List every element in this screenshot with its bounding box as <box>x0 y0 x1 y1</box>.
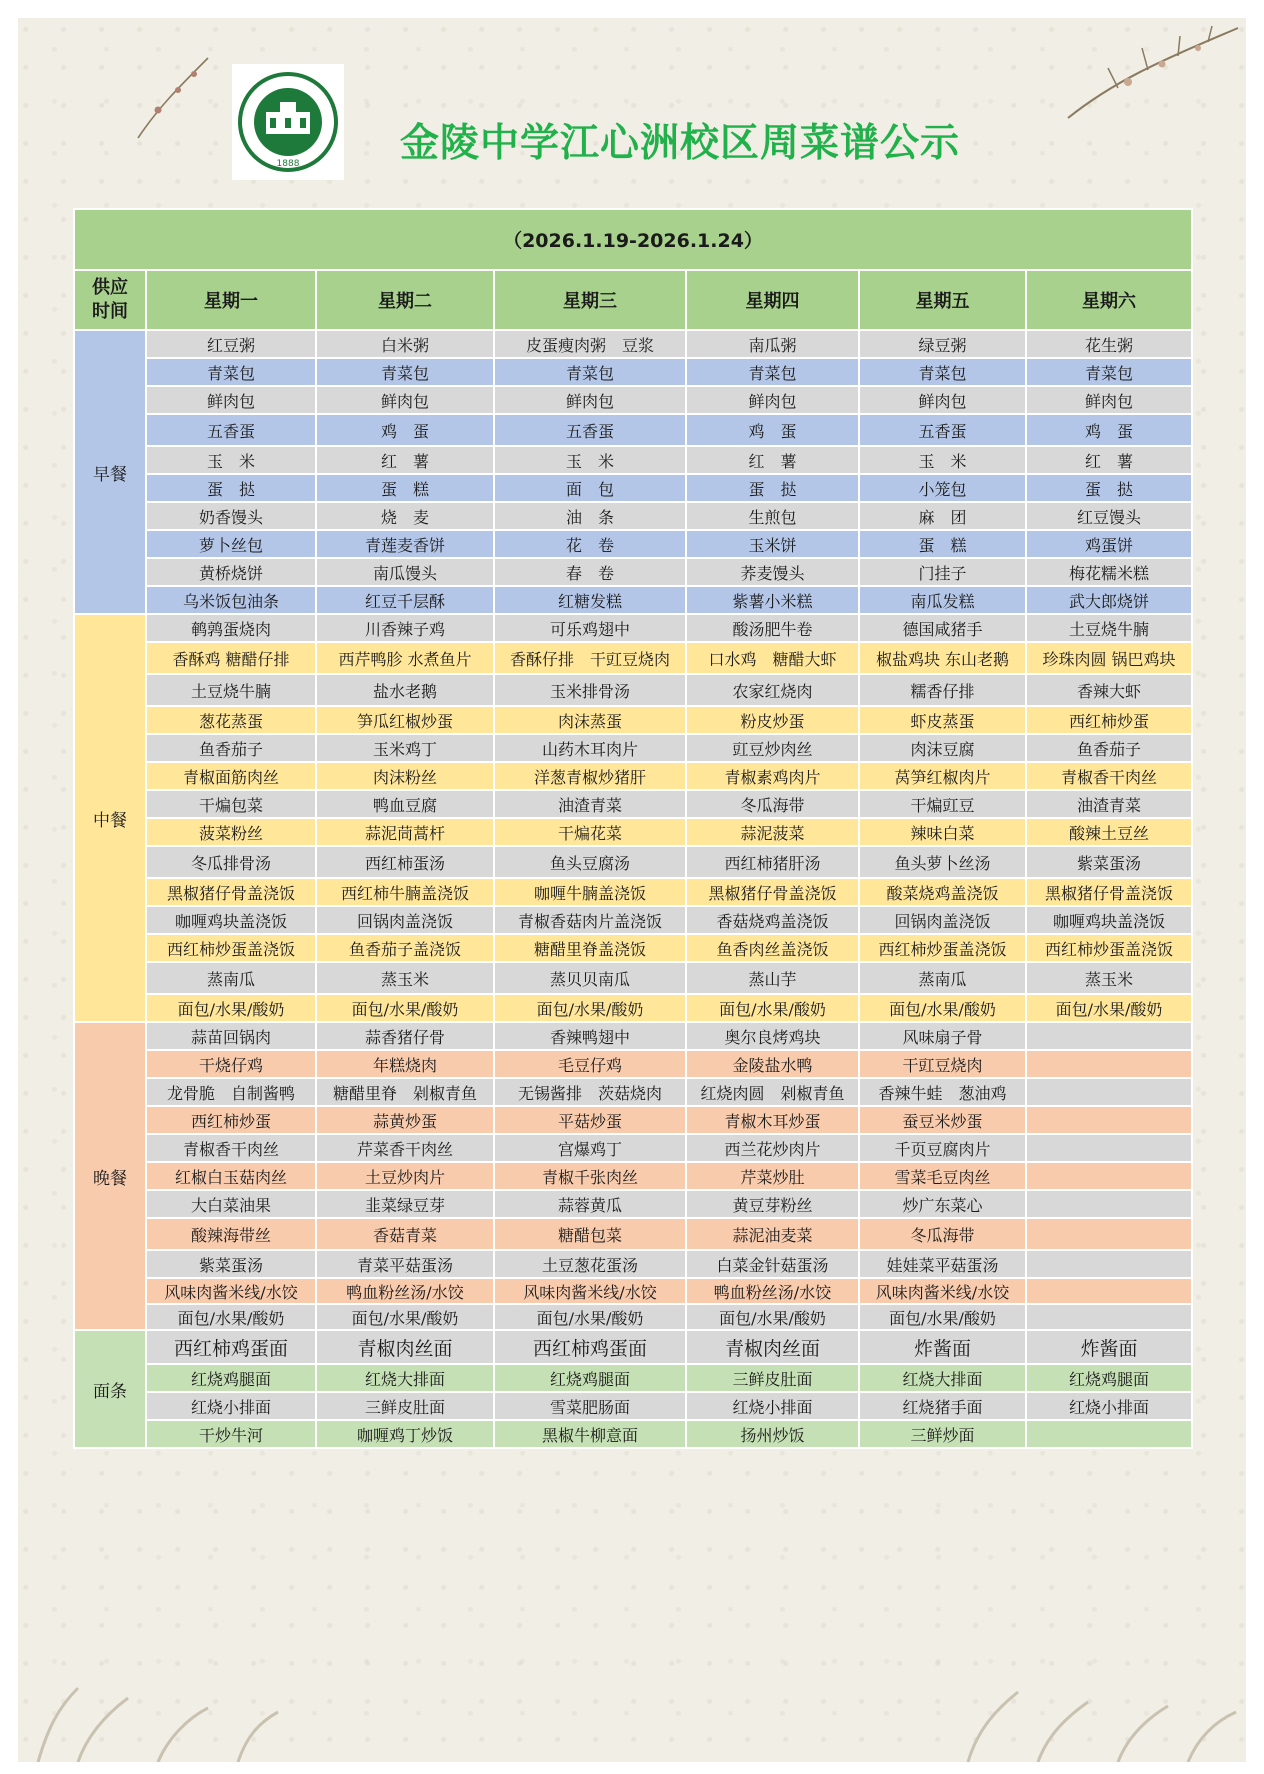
noodles-dish-cell: 红烧大排面 <box>859 1364 1026 1392</box>
school-emblem-icon <box>236 68 340 176</box>
breakfast-dish-cell: 南瓜发糕 <box>859 586 1026 614</box>
dinner-dish-cell: 面包/水果/酸奶 <box>494 1304 686 1330</box>
branch-decoration-top-right <box>1058 18 1246 128</box>
dinner-dish-cell: 白菜金针菇蛋汤 <box>686 1250 859 1278</box>
lunch-dish-cell: 西红柿炒蛋盖浇饭 <box>1026 934 1192 962</box>
noodles-row <box>74 1392 1192 1420</box>
dinner-dish-cell: 糖醋里脊 剁椒青鱼 <box>316 1078 494 1106</box>
breakfast-label: 早餐 <box>74 330 146 614</box>
breakfast-dish-cell: 鸡蛋饼 <box>1026 530 1192 558</box>
dinner-row <box>74 1022 1192 1050</box>
noodles-dish-cell: 红烧鸡腿面 <box>1026 1364 1192 1392</box>
breakfast-dish-cell: 鲜肉包 <box>686 386 859 414</box>
breakfast-dish-cell: 鲜肉包 <box>146 386 316 414</box>
lunch-dish-cell: 川香辣子鸡 <box>316 614 494 642</box>
noodles-dish-cell: 三鲜炒面 <box>859 1420 1026 1448</box>
lunch-dish-cell: 干煸花菜 <box>494 818 686 846</box>
lunch-row <box>74 878 1192 906</box>
noodles-dish-cell: 扬州炒饭 <box>686 1420 859 1448</box>
noodles-dish-cell: 红烧鸡腿面 <box>146 1364 316 1392</box>
lunch-dish-cell: 肉沫蒸蛋 <box>494 706 686 734</box>
dinner-dish-cell: 土豆葱花蛋汤 <box>494 1250 686 1278</box>
dinner-dish-cell: 芹菜炒肚 <box>686 1162 859 1190</box>
noodles-dish-cell: 红烧小排面 <box>1026 1392 1192 1420</box>
dinner-dish-cell: 风味扇子骨 <box>859 1022 1026 1050</box>
dinner-dish-cell: 青椒千张肉丝 <box>494 1162 686 1190</box>
noodles-dish-cell: 红烧鸡腿面 <box>494 1364 686 1392</box>
lunch-dish-cell: 鸭血豆腐 <box>316 790 494 818</box>
lunch-row <box>74 706 1192 734</box>
dinner-dish-cell <box>1026 1106 1192 1134</box>
breakfast-dish-cell: 青菜包 <box>859 358 1026 386</box>
dinner-dish-cell: 青椒木耳炒蛋 <box>686 1106 859 1134</box>
breakfast-dish-cell: 红 薯 <box>686 446 859 474</box>
lunch-dish-cell: 豇豆炒肉丝 <box>686 734 859 762</box>
lunch-dish-cell: 香酥鸡 糖醋仔排 <box>146 642 316 674</box>
dinner-dish-cell: 千页豆腐肉片 <box>859 1134 1026 1162</box>
school-logo <box>232 64 344 180</box>
lunch-dish-cell: 青椒香干肉丝 <box>1026 762 1192 790</box>
lunch-dish-cell: 面包/水果/酸奶 <box>146 994 316 1022</box>
dinner-dish-cell: 鸭血粉丝汤/水饺 <box>686 1278 859 1304</box>
date-range: （2026.1.19-2026.1.24） <box>74 209 1192 270</box>
dinner-dish-cell: 香辣鸭翅中 <box>494 1022 686 1050</box>
noodles-dish-cell: 青椒肉丝面 <box>316 1330 494 1364</box>
noodles-dish-cell: 雪菜肥肠面 <box>494 1392 686 1420</box>
noodles-row <box>74 1330 1192 1364</box>
dinner-row <box>74 1250 1192 1278</box>
noodles-dish-cell: 西红柿鸡蛋面 <box>146 1330 316 1364</box>
lunch-dish-cell: 笋瓜红椒炒蛋 <box>316 706 494 734</box>
lunch-dish-cell: 虾皮蒸蛋 <box>859 706 1026 734</box>
breakfast-dish-cell: 红豆千层酥 <box>316 586 494 614</box>
dinner-row <box>74 1050 1192 1078</box>
dinner-dish-cell: 龙骨脆 自制酱鸭 <box>146 1078 316 1106</box>
breakfast-dish-cell: 门挂子 <box>859 558 1026 586</box>
noodles-dish-cell: 干炒牛河 <box>146 1420 316 1448</box>
lunch-dish-cell: 口水鸡 糖醋大虾 <box>686 642 859 674</box>
dinner-dish-cell: 土豆炒肉片 <box>316 1162 494 1190</box>
lunch-dish-cell: 蒜泥菠菜 <box>686 818 859 846</box>
breakfast-dish-cell: 玉 米 <box>859 446 1026 474</box>
lunch-dish-cell: 肉沫豆腐 <box>859 734 1026 762</box>
lunch-dish-cell: 回锅肉盖浇饭 <box>316 906 494 934</box>
svg-text:1888: 1888 <box>276 159 300 169</box>
lunch-dish-cell: 可乐鸡翅中 <box>494 614 686 642</box>
noodles-dish-cell: 咖喱鸡丁炒饭 <box>316 1420 494 1448</box>
breakfast-dish-cell: 南瓜粥 <box>686 330 859 358</box>
dinner-dish-cell: 红烧肉圆 剁椒青鱼 <box>686 1078 859 1106</box>
dinner-dish-cell <box>1026 1078 1192 1106</box>
dinner-dish-cell: 蒜苗回锅肉 <box>146 1022 316 1050</box>
lunch-dish-cell: 鱼香茄子盖浇饭 <box>316 934 494 962</box>
lunch-dish-cell: 葱花蒸蛋 <box>146 706 316 734</box>
lunch-dish-cell: 酸菜烧鸡盖浇饭 <box>859 878 1026 906</box>
dinner-dish-cell: 蒜蓉黄瓜 <box>494 1190 686 1218</box>
lunch-dish-cell: 鹌鹑蛋烧肉 <box>146 614 316 642</box>
breakfast-dish-cell: 生煎包 <box>686 502 859 530</box>
breakfast-dish-cell: 白米粥 <box>316 330 494 358</box>
lunch-dish-cell: 青椒素鸡肉片 <box>686 762 859 790</box>
lunch-row <box>74 674 1192 706</box>
breakfast-row <box>74 386 1192 414</box>
noodles-dish-cell: 红烧猪手面 <box>859 1392 1026 1420</box>
lunch-dish-cell: 咖喱牛腩盖浇饭 <box>494 878 686 906</box>
lunch-dish-cell: 蒸贝贝南瓜 <box>494 962 686 994</box>
noodles-label: 面条 <box>74 1330 146 1448</box>
dinner-row <box>74 1304 1192 1330</box>
dinner-dish-cell: 蒜泥油麦菜 <box>686 1218 859 1250</box>
page-title: 金陵中学江心洲校区周菜谱公示 <box>400 121 961 166</box>
lunch-dish-cell: 鱼香茄子 <box>1026 734 1192 762</box>
noodles-dish-cell: 炸酱面 <box>859 1330 1026 1364</box>
lunch-dish-cell: 西红柿炒蛋盖浇饭 <box>146 934 316 962</box>
breakfast-dish-cell: 花生粥 <box>1026 330 1192 358</box>
lunch-dish-cell: 糖醋里脊盖浇饭 <box>494 934 686 962</box>
lunch-dish-cell: 香酥仔排 干豇豆烧肉 <box>494 642 686 674</box>
lunch-dish-cell: 西红柿炒蛋盖浇饭 <box>859 934 1026 962</box>
lunch-dish-cell: 咖喱鸡块盖浇饭 <box>1026 906 1192 934</box>
breakfast-dish-cell: 春 卷 <box>494 558 686 586</box>
breakfast-dish-cell: 紫薯小米糕 <box>686 586 859 614</box>
lunch-row <box>74 734 1192 762</box>
breakfast-dish-cell: 青莲麦香饼 <box>316 530 494 558</box>
lunch-dish-cell: 蒸玉米 <box>1026 962 1192 994</box>
dinner-dish-cell: 金陵盐水鸭 <box>686 1050 859 1078</box>
lunch-dish-cell: 西红柿猪肝汤 <box>686 846 859 878</box>
breakfast-dish-cell: 皮蛋瘦肉粥 豆浆 <box>494 330 686 358</box>
breakfast-dish-cell: 玉 米 <box>146 446 316 474</box>
dinner-dish-cell: 蚕豆米炒蛋 <box>859 1106 1026 1134</box>
dinner-dish-cell: 宫爆鸡丁 <box>494 1134 686 1162</box>
breakfast-dish-cell: 烧 麦 <box>316 502 494 530</box>
lunch-dish-cell: 糯香仔排 <box>859 674 1026 706</box>
dinner-row <box>74 1162 1192 1190</box>
lunch-dish-cell: 酸辣土豆丝 <box>1026 818 1192 846</box>
lunch-dish-cell: 辣味白菜 <box>859 818 1026 846</box>
breakfast-dish-cell: 武大郎烧饼 <box>1026 586 1192 614</box>
breakfast-dish-cell: 蛋 挞 <box>146 474 316 502</box>
lunch-dish-cell: 西红柿牛腩盖浇饭 <box>316 878 494 906</box>
lunch-dish-cell: 回锅肉盖浇饭 <box>859 906 1026 934</box>
lunch-dish-cell: 冬瓜海带 <box>686 790 859 818</box>
day-header-tuesday: 星期二 <box>316 270 494 330</box>
breakfast-dish-cell: 五香蛋 <box>146 414 316 446</box>
breakfast-dish-cell: 红 薯 <box>1026 446 1192 474</box>
lunch-row <box>74 642 1192 674</box>
lunch-dish-cell: 黑椒猪仔骨盖浇饭 <box>146 878 316 906</box>
breakfast-dish-cell: 青菜包 <box>494 358 686 386</box>
breakfast-dish-cell: 五香蛋 <box>494 414 686 446</box>
breakfast-dish-cell: 奶香馒头 <box>146 502 316 530</box>
dinner-dish-cell: 青菜平菇蛋汤 <box>316 1250 494 1278</box>
dinner-dish-cell: 紫菜蛋汤 <box>146 1250 316 1278</box>
breakfast-dish-cell: 玉 米 <box>494 446 686 474</box>
breakfast-row <box>74 414 1192 446</box>
dinner-dish-cell: 风味肉酱米线/水饺 <box>859 1278 1026 1304</box>
lunch-dish-cell: 香辣大虾 <box>1026 674 1192 706</box>
lunch-dish-cell: 黑椒猪仔骨盖浇饭 <box>1026 878 1192 906</box>
lunch-dish-cell: 农家红烧肉 <box>686 674 859 706</box>
breakfast-dish-cell: 鸡 蛋 <box>686 414 859 446</box>
dinner-dish-cell: 西红柿炒蛋 <box>146 1106 316 1134</box>
lunch-dish-cell: 蒜泥茼蒿杆 <box>316 818 494 846</box>
lunch-dish-cell: 玉米排骨汤 <box>494 674 686 706</box>
lunch-dish-cell: 面包/水果/酸奶 <box>686 994 859 1022</box>
noodles-dish-cell: 红烧小排面 <box>146 1392 316 1420</box>
noodles-dish-cell: 三鲜皮肚面 <box>686 1364 859 1392</box>
breakfast-dish-cell: 红糖发糕 <box>494 586 686 614</box>
lunch-dish-cell: 粉皮炒蛋 <box>686 706 859 734</box>
lunch-dish-cell: 青椒香菇肉片盖浇饭 <box>494 906 686 934</box>
breakfast-dish-cell: 鲜肉包 <box>494 386 686 414</box>
dinner-row <box>74 1190 1192 1218</box>
dinner-dish-cell: 雪菜毛豆肉丝 <box>859 1162 1026 1190</box>
dinner-dish-cell <box>1026 1190 1192 1218</box>
lunch-dish-cell: 鱼头萝卜丝汤 <box>859 846 1026 878</box>
lunch-dish-cell: 油渣青菜 <box>1026 790 1192 818</box>
breakfast-dish-cell: 玉米饼 <box>686 530 859 558</box>
lunch-dish-cell: 面包/水果/酸奶 <box>1026 994 1192 1022</box>
dinner-dish-cell: 风味肉酱米线/水饺 <box>146 1278 316 1304</box>
lunch-dish-cell: 莴笋红椒肉片 <box>859 762 1026 790</box>
lunch-dish-cell: 黑椒猪仔骨盖浇饭 <box>686 878 859 906</box>
day-header-wednesday: 星期三 <box>494 270 686 330</box>
dinner-dish-cell: 平菇炒蛋 <box>494 1106 686 1134</box>
dinner-row <box>74 1106 1192 1134</box>
lunch-row <box>74 790 1192 818</box>
lunch-dish-cell: 鱼香茄子 <box>146 734 316 762</box>
dinner-dish-cell: 年糕烧肉 <box>316 1050 494 1078</box>
breakfast-dish-cell: 蛋 挞 <box>686 474 859 502</box>
lunch-dish-cell: 干煸包菜 <box>146 790 316 818</box>
breakfast-row <box>74 502 1192 530</box>
lunch-row <box>74 846 1192 878</box>
lunch-dish-cell: 干煸豇豆 <box>859 790 1026 818</box>
dinner-dish-cell: 干烧仔鸡 <box>146 1050 316 1078</box>
breakfast-row <box>74 558 1192 586</box>
supply-time-header: 供应 时间 <box>74 270 146 330</box>
dinner-dish-cell <box>1026 1162 1192 1190</box>
day-header-friday: 星期五 <box>859 270 1026 330</box>
noodles-dish-cell: 炸酱面 <box>1026 1330 1192 1364</box>
lunch-row <box>74 906 1192 934</box>
breakfast-row <box>74 474 1192 502</box>
breakfast-dish-cell: 花 卷 <box>494 530 686 558</box>
breakfast-dish-cell: 南瓜馒头 <box>316 558 494 586</box>
lunch-dish-cell: 冬瓜排骨汤 <box>146 846 316 878</box>
breakfast-dish-cell: 红豆粥 <box>146 330 316 358</box>
breakfast-dish-cell: 青菜包 <box>146 358 316 386</box>
day-header-monday: 星期一 <box>146 270 316 330</box>
lunch-dish-cell: 山药木耳肉片 <box>494 734 686 762</box>
lunch-dish-cell: 蒸南瓜 <box>146 962 316 994</box>
dinner-row <box>74 1134 1192 1162</box>
breakfast-dish-cell: 鸡 蛋 <box>316 414 494 446</box>
lunch-dish-cell: 紫菜蛋汤 <box>1026 846 1192 878</box>
breakfast-dish-cell: 荞麦馒头 <box>686 558 859 586</box>
dinner-dish-cell: 红椒白玉菇肉丝 <box>146 1162 316 1190</box>
grass-decoration-bottom-right <box>948 1678 1246 1762</box>
lunch-dish-cell: 肉沫粉丝 <box>316 762 494 790</box>
dinner-dish-cell: 青椒香干肉丝 <box>146 1134 316 1162</box>
breakfast-dish-cell: 麻 团 <box>859 502 1026 530</box>
header-row <box>74 270 1192 330</box>
lunch-dish-cell: 香菇烧鸡盖浇饭 <box>686 906 859 934</box>
breakfast-dish-cell: 蛋 糕 <box>859 530 1026 558</box>
dinner-dish-cell <box>1026 1250 1192 1278</box>
breakfast-dish-cell: 小笼包 <box>859 474 1026 502</box>
dinner-dish-cell: 面包/水果/酸奶 <box>686 1304 859 1330</box>
breakfast-dish-cell: 乌米饭包油条 <box>146 586 316 614</box>
lunch-dish-cell: 西芹鸭胗 水煮鱼片 <box>316 642 494 674</box>
lunch-row <box>74 762 1192 790</box>
breakfast-row <box>74 358 1192 386</box>
breakfast-dish-cell: 蛋 糕 <box>316 474 494 502</box>
dinner-row <box>74 1218 1192 1250</box>
dinner-dish-cell <box>1026 1050 1192 1078</box>
lunch-dish-cell: 菠菜粉丝 <box>146 818 316 846</box>
lunch-dish-cell: 油渣青菜 <box>494 790 686 818</box>
dinner-dish-cell: 娃娃菜平菇蛋汤 <box>859 1250 1026 1278</box>
lunch-dish-cell: 椒盐鸡块 东山老鹅 <box>859 642 1026 674</box>
breakfast-dish-cell: 鲜肉包 <box>859 386 1026 414</box>
day-header-saturday: 星期六 <box>1026 270 1192 330</box>
breakfast-dish-cell: 鲜肉包 <box>316 386 494 414</box>
breakfast-dish-cell: 梅花糯米糕 <box>1026 558 1192 586</box>
lunch-dish-cell: 盐水老鹅 <box>316 674 494 706</box>
lunch-dish-cell: 西红柿炒蛋 <box>1026 706 1192 734</box>
lunch-dish-cell: 洋葱青椒炒猪肝 <box>494 762 686 790</box>
breakfast-dish-cell: 青菜包 <box>1026 358 1192 386</box>
dinner-dish-cell <box>1026 1022 1192 1050</box>
breakfast-dish-cell: 蛋 挞 <box>1026 474 1192 502</box>
lunch-row <box>74 614 1192 642</box>
breakfast-dish-cell: 青菜包 <box>686 358 859 386</box>
lunch-dish-cell: 土豆烧牛腩 <box>1026 614 1192 642</box>
lunch-dish-cell: 西红柿蛋汤 <box>316 846 494 878</box>
breakfast-row <box>74 586 1192 614</box>
lunch-dish-cell: 蒸南瓜 <box>859 962 1026 994</box>
dinner-dish-cell: 面包/水果/酸奶 <box>859 1304 1026 1330</box>
dinner-dish-cell <box>1026 1278 1192 1304</box>
breakfast-dish-cell: 鲜肉包 <box>1026 386 1192 414</box>
lunch-dish-cell: 土豆烧牛腩 <box>146 674 316 706</box>
breakfast-row <box>74 446 1192 474</box>
lunch-row <box>74 994 1192 1022</box>
breakfast-row <box>74 530 1192 558</box>
lunch-row <box>74 818 1192 846</box>
breakfast-dish-cell: 萝卜丝包 <box>146 530 316 558</box>
breakfast-dish-cell: 面 包 <box>494 474 686 502</box>
lunch-label: 中餐 <box>74 614 146 1022</box>
dinner-dish-cell: 糖醋包菜 <box>494 1218 686 1250</box>
day-header-thursday: 星期四 <box>686 270 859 330</box>
breakfast-dish-cell: 黄桥烧饼 <box>146 558 316 586</box>
lunch-dish-cell: 蒸山芋 <box>686 962 859 994</box>
breakfast-dish-cell: 绿豆粥 <box>859 330 1026 358</box>
lunch-row <box>74 962 1192 994</box>
lunch-dish-cell: 青椒面筋肉丝 <box>146 762 316 790</box>
lunch-dish-cell: 面包/水果/酸奶 <box>494 994 686 1022</box>
branch-decoration-top-left <box>128 48 218 148</box>
breakfast-dish-cell: 五香蛋 <box>859 414 1026 446</box>
dinner-label: 晚餐 <box>74 1022 146 1330</box>
noodles-dish-cell: 青椒肉丝面 <box>686 1330 859 1364</box>
dinner-dish-cell: 冬瓜海带 <box>859 1218 1026 1250</box>
breakfast-dish-cell: 青菜包 <box>316 358 494 386</box>
dinner-dish-cell: 炒广东菜心 <box>859 1190 1026 1218</box>
dinner-dish-cell: 面包/水果/酸奶 <box>146 1304 316 1330</box>
breakfast-row <box>74 330 1192 358</box>
breakfast-dish-cell: 红豆馒头 <box>1026 502 1192 530</box>
lunch-row <box>74 934 1192 962</box>
lunch-dish-cell: 鱼香肉丝盖浇饭 <box>686 934 859 962</box>
dinner-dish-cell: 奥尔良烤鸡块 <box>686 1022 859 1050</box>
dinner-dish-cell: 黄豆芽粉丝 <box>686 1190 859 1218</box>
lunch-dish-cell: 德国咸猪手 <box>859 614 1026 642</box>
lunch-dish-cell: 面包/水果/酸奶 <box>316 994 494 1022</box>
breakfast-dish-cell: 鸡 蛋 <box>1026 414 1192 446</box>
noodles-dish-cell: 红烧小排面 <box>686 1392 859 1420</box>
dinner-dish-cell: 毛豆仔鸡 <box>494 1050 686 1078</box>
weekly-menu-table <box>73 208 1193 1449</box>
lunch-dish-cell: 咖喱鸡块盖浇饭 <box>146 906 316 934</box>
dinner-dish-cell: 蒜香猪仔骨 <box>316 1022 494 1050</box>
noodles-dish-cell: 西红柿鸡蛋面 <box>494 1330 686 1364</box>
dinner-dish-cell: 韭菜绿豆芽 <box>316 1190 494 1218</box>
lunch-dish-cell: 珍珠肉圆 锅巴鸡块 <box>1026 642 1192 674</box>
dinner-dish-cell: 酸辣海带丝 <box>146 1218 316 1250</box>
dinner-dish-cell: 蒜黄炒蛋 <box>316 1106 494 1134</box>
noodles-dish-cell: 三鲜皮肚面 <box>316 1392 494 1420</box>
dinner-dish-cell: 芹菜香干肉丝 <box>316 1134 494 1162</box>
lunch-dish-cell: 面包/水果/酸奶 <box>859 994 1026 1022</box>
lunch-dish-cell: 玉米鸡丁 <box>316 734 494 762</box>
noodles-row <box>74 1364 1192 1392</box>
lunch-dish-cell: 酸汤肥牛卷 <box>686 614 859 642</box>
noodles-row <box>74 1420 1192 1448</box>
breakfast-dish-cell: 油 条 <box>494 502 686 530</box>
dinner-dish-cell: 大白菜油果 <box>146 1190 316 1218</box>
dinner-dish-cell: 西兰花炒肉片 <box>686 1134 859 1162</box>
dinner-dish-cell: 面包/水果/酸奶 <box>316 1304 494 1330</box>
dinner-dish-cell: 鸭血粉丝汤/水饺 <box>316 1278 494 1304</box>
dinner-row <box>74 1078 1192 1106</box>
lunch-dish-cell: 鱼头豆腐汤 <box>494 846 686 878</box>
dinner-dish-cell <box>1026 1304 1192 1330</box>
dinner-dish-cell: 风味肉酱米线/水饺 <box>494 1278 686 1304</box>
noodles-dish-cell: 黑椒牛柳意面 <box>494 1420 686 1448</box>
dinner-dish-cell: 干豇豆烧肉 <box>859 1050 1026 1078</box>
dinner-dish-cell: 无锡酱排 茨菇烧肉 <box>494 1078 686 1106</box>
dinner-dish-cell <box>1026 1134 1192 1162</box>
dinner-dish-cell <box>1026 1218 1192 1250</box>
dinner-row <box>74 1278 1192 1304</box>
breakfast-dish-cell: 红 薯 <box>316 446 494 474</box>
lunch-dish-cell: 蒸玉米 <box>316 962 494 994</box>
dinner-dish-cell: 香菇青菜 <box>316 1218 494 1250</box>
grass-decoration-bottom-left <box>18 1678 318 1762</box>
noodles-dish-cell: 红烧大排面 <box>316 1364 494 1392</box>
dinner-dish-cell: 香辣牛蛙 葱油鸡 <box>859 1078 1026 1106</box>
noodles-dish-cell <box>1026 1420 1192 1448</box>
